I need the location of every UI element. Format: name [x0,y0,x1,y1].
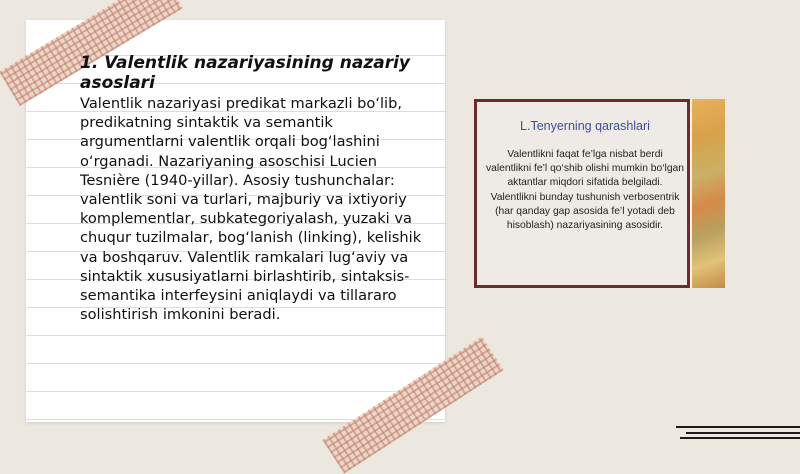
slide-title: 1. Valentlik nazariyasining nazariy asoslari [80,53,410,93]
image-slide-panel [474,99,690,288]
image-decorative-strip [692,99,725,288]
decorative-line [676,426,800,428]
decorative-line [686,432,800,434]
image-title: L.Tenyerning qarashlari [520,119,650,133]
image-body-text: Valentlikni faqat fe’lga nisbat berdi valentlikni fe’l qo‘shib olishi mumkin bo‘lgan aktantlar miqdori sifatida belgiladi. Valentlikni bunday tushunish verbosentrik (har qanday gap asosida fe’l yotadi deb hisoblash) nazariyasining asosidir. [485,149,685,232]
slide-body-text: Valentlik nazariyasi predikat markazli bo‘lib, predikatning sintaktik va semantik argumentlarni valentlik orqali bog‘lashini o‘rganadi. Nazariyaning asoschisi Lucien Tesnière (1940-yillar). Asosiy tushunchalar: valentlik soni va turlari, majburiy va ixtiyoriy komplementlar, subkategoriyalash, yuzaki va chuqur tuzilmalar, bog‘lanish (linking), kelishik va boshqaruv. Valentlik ramkalari lug‘aviy va sintaktik xususiyatlarni birlashtirib, sintaksis-semantika interfeysini aniqlaydi va tillararo solishtirish imkonini beradi. [80,95,422,324]
decorative-line [680,437,800,439]
embedded-image [474,99,725,288]
